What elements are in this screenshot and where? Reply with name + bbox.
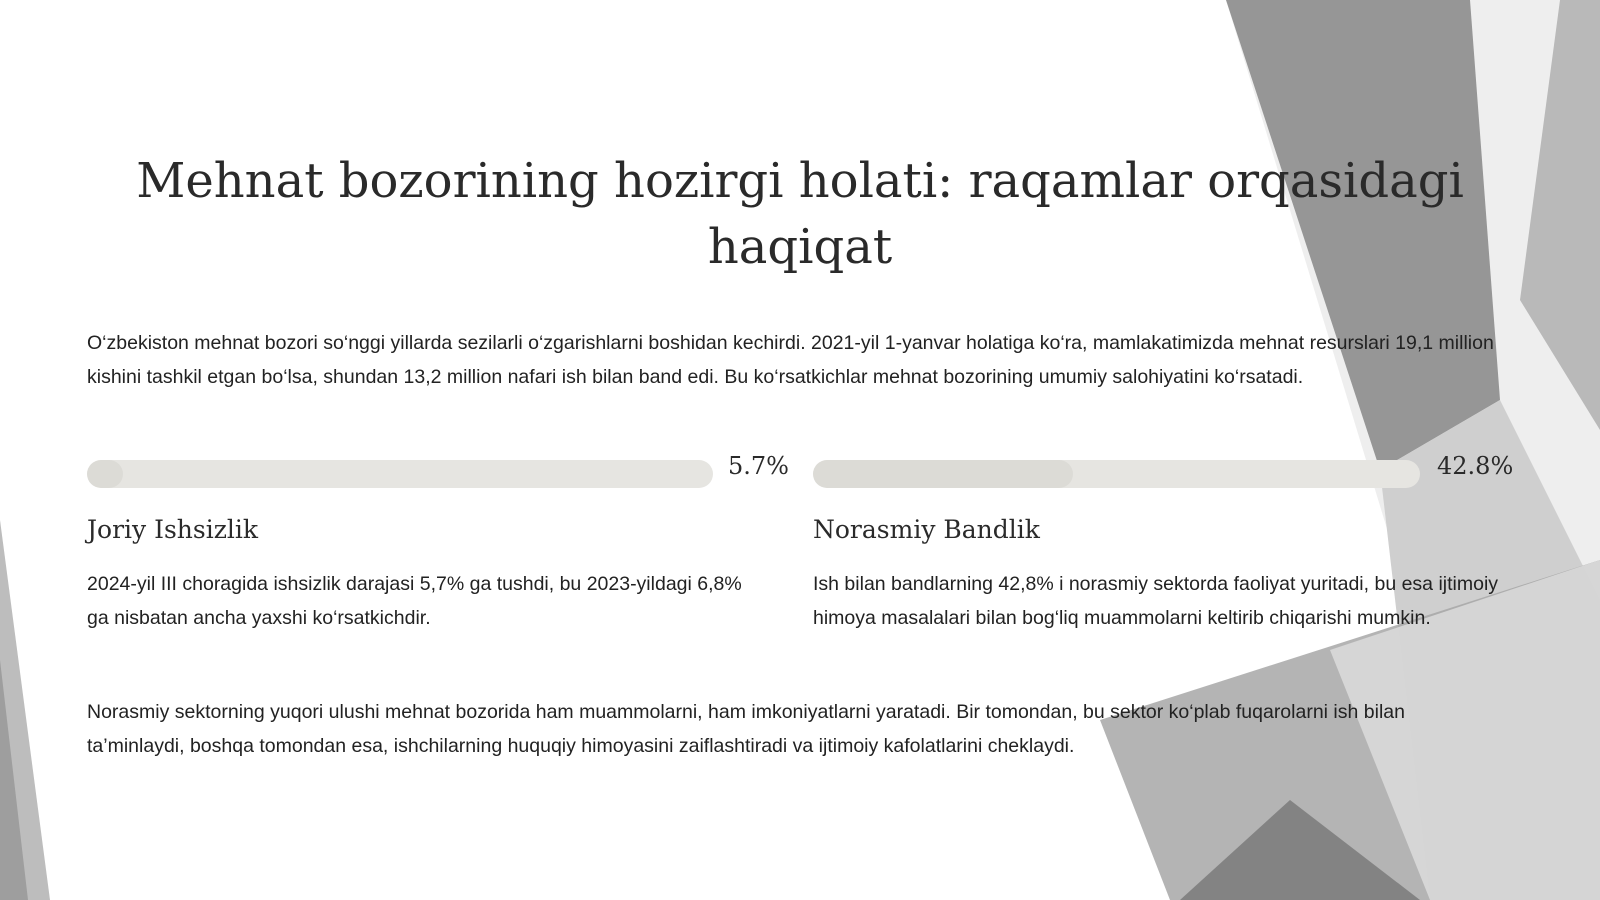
progress-bar-row	[813, 452, 1514, 495]
progress-bar-row	[87, 452, 797, 495]
stat-heading: Joriy Ishsizlik	[87, 515, 259, 544]
intro-paragraph: O‘zbekiston mehnat bozori so‘nggi yillarda sezilarli o‘zgarishlarni boshidan kechirdi. 2021-yil 1-yanvar holatiga ko‘ra, mamlakatimizda mehnat resurslari 19,1 million kishini tashkil etgan bo‘lsa, shundan 13,2 million nafari ish bilan band edi. Bu ko‘rsatkichlar mehnat bozorining umumiy salohiyatini ko‘rsatadi.	[87, 332, 1494, 388]
stat-unemployment	[87, 452, 797, 629]
stat-heading: Norasmiy Bandlik	[813, 515, 1040, 544]
progress-value: 42.8%	[1437, 452, 1514, 480]
progress-value: 5.7%	[728, 452, 789, 480]
slide-title: Mehnat bozorining hozirgi holati: raqamlar orqasidagi haqiqat	[136, 153, 1464, 275]
stat-description: 2024-yil III choragida ishsizlik darajasi 5,7% ga tushdi, bu 2023-yildagi 6,8% ga nisbatan ancha yaxshi ko‘rsatkichdir.	[87, 573, 742, 629]
progress-fill	[813, 460, 1073, 488]
progress-track	[87, 460, 713, 488]
closing-paragraph: Norasmiy sektorning yuqori ulushi mehnat bozorida ham muammolarni, ham imkoniyatlarni yaratadi. Bir tomondan, bu sektor ko‘plab fuqarolarni ish bilan ta’minlaydi, boshqa tomondan esa, ishchilarning huquqiy himoyasini zaiflashtiradi va ijtimoiy kafolatlarini cheklaydi.	[87, 701, 1405, 757]
stat-description: Ish bilan bandlarning 42,8% i norasmiy sektorda faoliyat yuritadi, bu esa ijtimoiy himoya masalalari bilan bog‘liq muammolarni keltirib chiqarishi mumkin.	[813, 573, 1499, 629]
progress-fill	[87, 460, 123, 488]
progress-track	[813, 460, 1420, 488]
stat-informal-employment	[813, 452, 1514, 629]
